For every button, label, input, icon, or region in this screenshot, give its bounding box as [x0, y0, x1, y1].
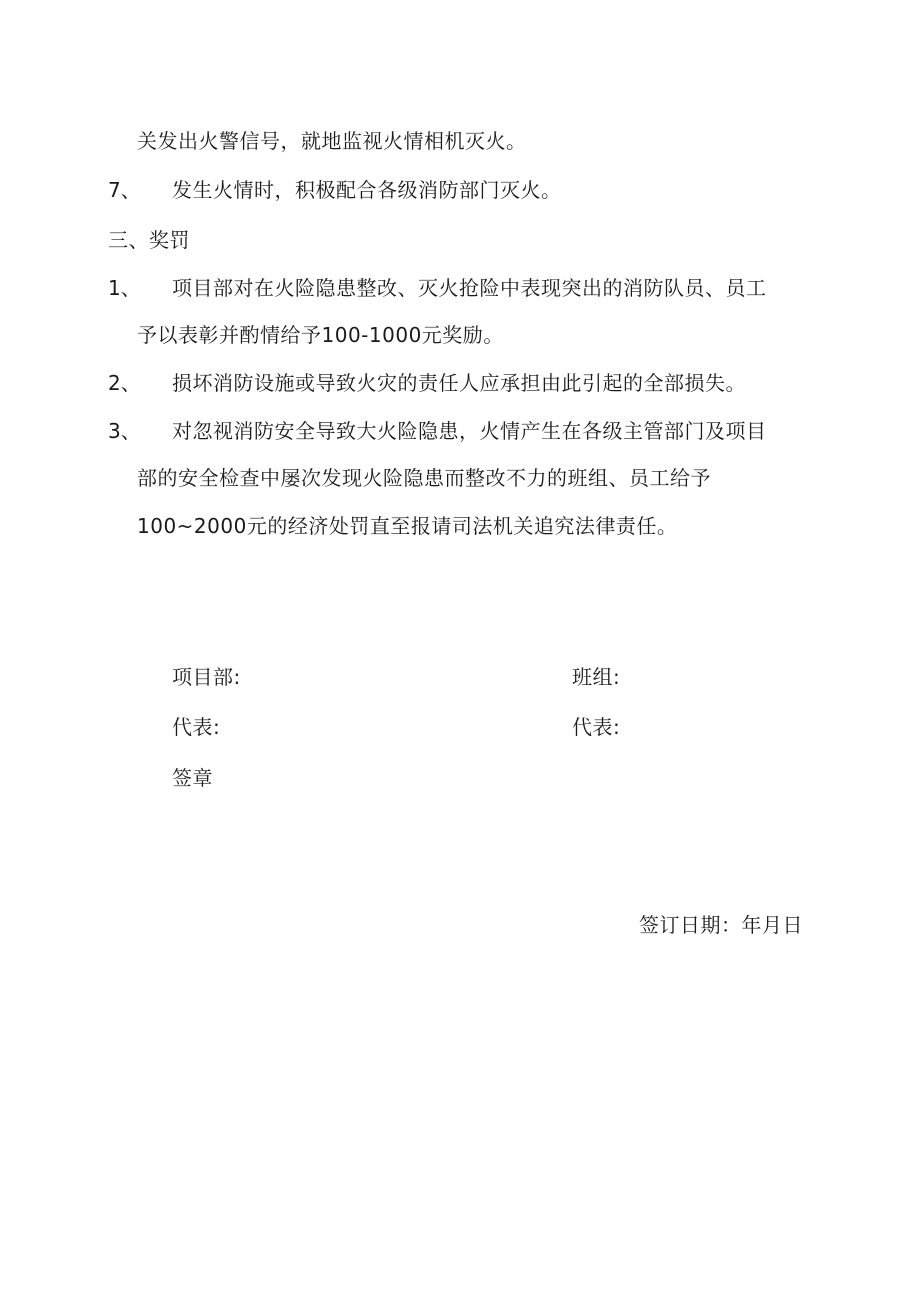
reward-item-3-line-3: 100~2000元的经济处罚直至报请司法机关追究法律责任。: [137, 514, 678, 538]
reward-item-3-line-1: 对忽视消防安全导致大火险隐患，火情产生在各级主管部门及项目: [172, 419, 767, 443]
signature-team-label: 班组:: [572, 665, 621, 689]
reward-item-1-line-1: 项目部对在火险隐患整改、灭火抢险中表现突出的消防队员、员工: [172, 276, 767, 300]
signing-date-label: 签订日期：年月日: [639, 913, 803, 937]
reward-item-3-number: 3、: [108, 419, 141, 443]
reward-item-1-number: 1、: [108, 276, 141, 300]
signature-left-representative-label: 代表:: [172, 715, 221, 739]
item6-continuation: 关发出火警信号，就地监视火情相机灭火。: [137, 129, 527, 153]
reward-item-1-line-2: 予以表彰并酌情给予100-1000元奖励。: [137, 323, 504, 347]
signature-project-dept-label: 项目部:: [172, 665, 241, 689]
reward-item-2-number: 2、: [108, 371, 141, 395]
signature-seal-label: 签章: [172, 766, 213, 790]
section3-heading: 三、奖罚: [108, 228, 190, 252]
reward-item-3-line-2: 部的安全检查中屡次发现火险隐患而整改不力的班组、员工给予: [137, 466, 711, 490]
item7-text: 发生火情时，积极配合各级消防部门灭火。: [172, 178, 562, 202]
signature-right-representative-label: 代表:: [572, 715, 621, 739]
item7-number: 7、: [108, 178, 141, 202]
reward-item-2-line-1: 损坏消防设施或导致火灾的责任人应承担由此引起的全部损失。: [172, 371, 746, 395]
